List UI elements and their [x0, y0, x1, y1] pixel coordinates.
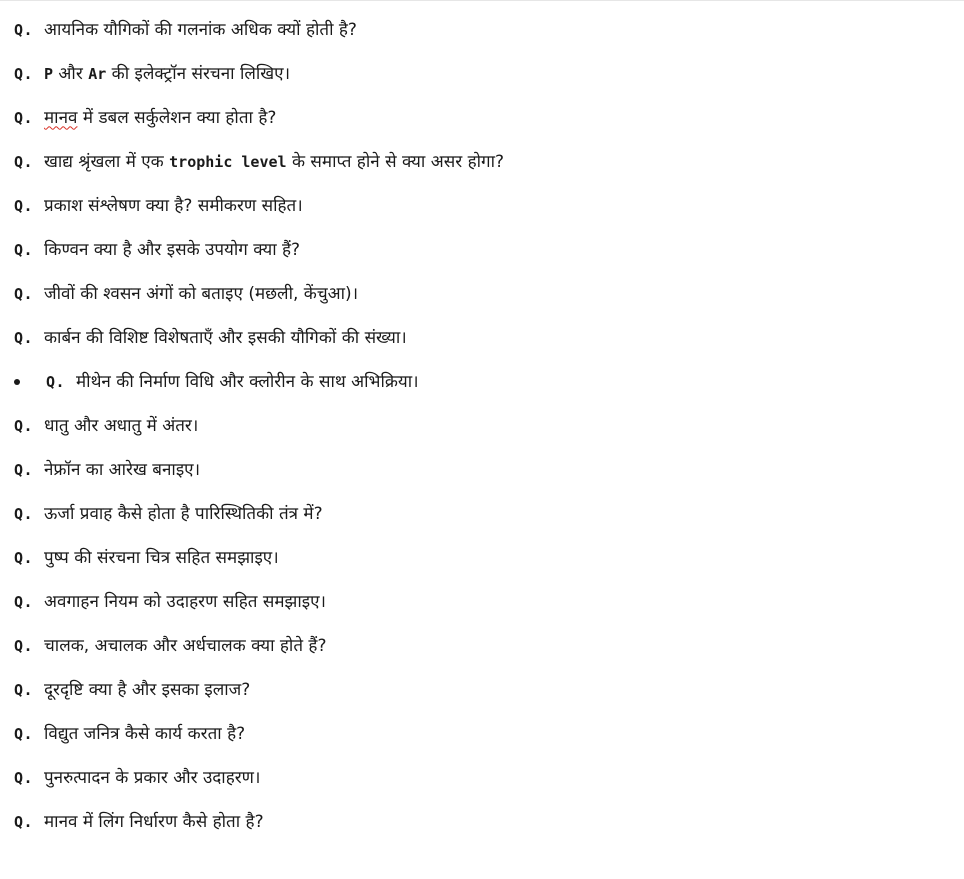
text-run: दूरदृष्टि क्या है और इसका इलाज? [44, 679, 251, 700]
question-item [0, 8, 964, 52]
text-run: पुष्प की संरचना चित्र सहित समझाइए। [44, 547, 279, 568]
question-text [44, 811, 264, 832]
question-prefix: Q. [14, 812, 34, 831]
question-item [0, 580, 964, 624]
question-text [44, 19, 357, 40]
text-run: धातु और अधातु में अंतर। [44, 415, 199, 436]
text-run: कार्बन की विशिष्ट विशेषताएँ और इसकी यौगिकों की संख्या। [44, 327, 407, 348]
question-item [0, 96, 964, 140]
question-item [0, 492, 964, 536]
question-text [44, 327, 407, 348]
question-prefix: Q. [14, 284, 34, 303]
question-prefix: Q. [14, 592, 34, 611]
text-run: और [53, 63, 89, 84]
question-text [44, 723, 246, 744]
text-run: अवगाहन नियम को उदाहरण सहित समझाइए। [44, 591, 326, 612]
question-prefix: Q. [14, 504, 34, 523]
question-text [44, 195, 303, 216]
question-prefix: Q. [14, 64, 34, 83]
code-term: Ar [88, 64, 107, 83]
text-run: जीवों की श्वसन अंगों को बताइए (मछली, केंचुआ)। [44, 283, 359, 304]
question-prefix: Q. [46, 372, 66, 391]
question-text [44, 547, 279, 568]
text-run: में डबल सर्कुलेशन क्या होता है? [77, 107, 277, 128]
question-prefix: Q. [14, 240, 34, 259]
question-item [0, 52, 964, 96]
text-run: ऊर्जा प्रवाह कैसे होता है पारिस्थितिकी तंत्र में? [44, 503, 323, 524]
question-prefix: Q. [14, 152, 34, 171]
question-text [44, 239, 301, 260]
question-item [0, 184, 964, 228]
question-item [0, 756, 964, 800]
question-item [0, 668, 964, 712]
question-item [0, 712, 964, 756]
question-prefix: Q. [14, 680, 34, 699]
list-bullet-icon [14, 379, 20, 385]
question-list [0, 8, 964, 844]
text-run: किण्वन क्या है और इसके उपयोग क्या हैं? [44, 239, 301, 260]
question-prefix: Q. [14, 548, 34, 567]
question-text [44, 459, 201, 480]
question-text [44, 151, 504, 172]
text-run: मीथेन की निर्माण विधि और क्लोरीन के साथ अभिक्रिया। [76, 371, 419, 392]
text-run: चालक, अचालक और अर्धचालक क्या होते हैं? [44, 635, 327, 656]
question-prefix: Q. [14, 108, 34, 127]
question-prefix: Q. [14, 636, 34, 655]
question-text [76, 371, 419, 392]
text-run: मानव में लिंग निर्धारण कैसे होता है? [44, 811, 264, 832]
question-item [0, 404, 964, 448]
misspelled-word: मानव [44, 107, 78, 128]
question-text [44, 415, 199, 436]
question-prefix: Q. [14, 416, 34, 435]
question-item [0, 800, 964, 844]
text-run: के समाप्त होने से क्या असर होगा? [286, 151, 504, 172]
question-prefix: Q. [14, 328, 34, 347]
question-text [44, 63, 291, 84]
question-prefix: Q. [14, 20, 34, 39]
text-run: आयनिक यौगिकों की गलनांक अधिक क्यों होती है? [44, 19, 357, 40]
question-item [0, 448, 964, 492]
question-item [0, 140, 964, 184]
question-item [0, 624, 964, 668]
text-run: पुनरुत्पादन के प्रकार और उदाहरण। [44, 767, 261, 788]
question-prefix: Q. [14, 460, 34, 479]
text-run: की इलेक्ट्रॉन संरचना लिखिए। [106, 63, 291, 84]
text-run: नेफ्रॉन का आरेख बनाइए। [44, 459, 201, 480]
code-term: P [44, 64, 54, 83]
question-item [0, 360, 964, 404]
question-text [44, 503, 323, 524]
top-divider [0, 0, 964, 1]
question-item [0, 316, 964, 360]
text-run: खाद्य श्रृंखला में एक [44, 151, 170, 172]
question-text [44, 107, 277, 128]
question-text [44, 767, 261, 788]
question-text [44, 283, 359, 304]
question-item [0, 228, 964, 272]
question-text [44, 679, 251, 700]
code-term: trophic level [169, 152, 287, 171]
question-item [0, 536, 964, 580]
text-run: विद्युत जनित्र कैसे कार्य करता है? [44, 723, 246, 744]
question-prefix: Q. [14, 768, 34, 787]
question-prefix: Q. [14, 196, 34, 215]
text-run: प्रकाश संश्लेषण क्या है? समीकरण सहित। [44, 195, 303, 216]
question-item [0, 272, 964, 316]
question-text [44, 591, 326, 612]
question-prefix: Q. [14, 724, 34, 743]
question-text [44, 635, 327, 656]
